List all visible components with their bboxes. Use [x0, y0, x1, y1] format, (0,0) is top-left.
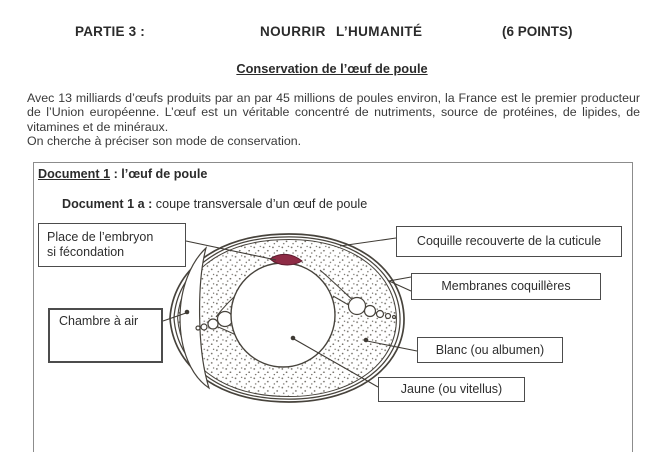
intro-text: [27, 91, 640, 149]
document1a-heading-rest: coupe transversale d’un œuf de poule: [152, 197, 368, 211]
document1a-heading: [62, 197, 367, 211]
label-embryo-box: [38, 223, 186, 267]
document1-heading: [38, 167, 207, 181]
page-title: NOURRIR L’HUMANITÉ: [260, 24, 423, 39]
header-points: (6 POINTS): [502, 24, 573, 39]
label-air-chamber-box: Chambre à air: [48, 308, 163, 363]
label-yolk-box: Jaune (ou vitellus): [378, 377, 525, 402]
document1-heading-number: Document 1: [38, 167, 111, 181]
document1-heading-rest: : l’œuf de poule: [110, 167, 208, 181]
document1a-heading-number: Document 1 a :: [62, 197, 153, 211]
label-embryo-line2: si fécondation: [47, 245, 125, 259]
header-part-label: PARTIE 3 :: [75, 24, 146, 39]
label-embryo-line1: Place de l’embryon: [47, 230, 154, 244]
label-shell-box: Coquille recouverte de la cuticule: [396, 226, 622, 257]
intro-paragraph: Avec 13 milliards d’œufs produits par an par 45 millions de poules environ, la France est le premier producteur de l’Union européenne. L’œuf est un véritable concentré de nutriments, source de protéines, de lipides, de vitamines et de minéraux.: [27, 91, 640, 134]
page-subtitle: Conservation de l’œuf de poule: [236, 61, 428, 76]
intro-line: On cherche à préciser son mode de conservation.: [27, 134, 302, 149]
label-membranes-box: Membranes coquillères: [411, 273, 601, 300]
label-white-box: Blanc (ou albumen): [417, 337, 563, 363]
